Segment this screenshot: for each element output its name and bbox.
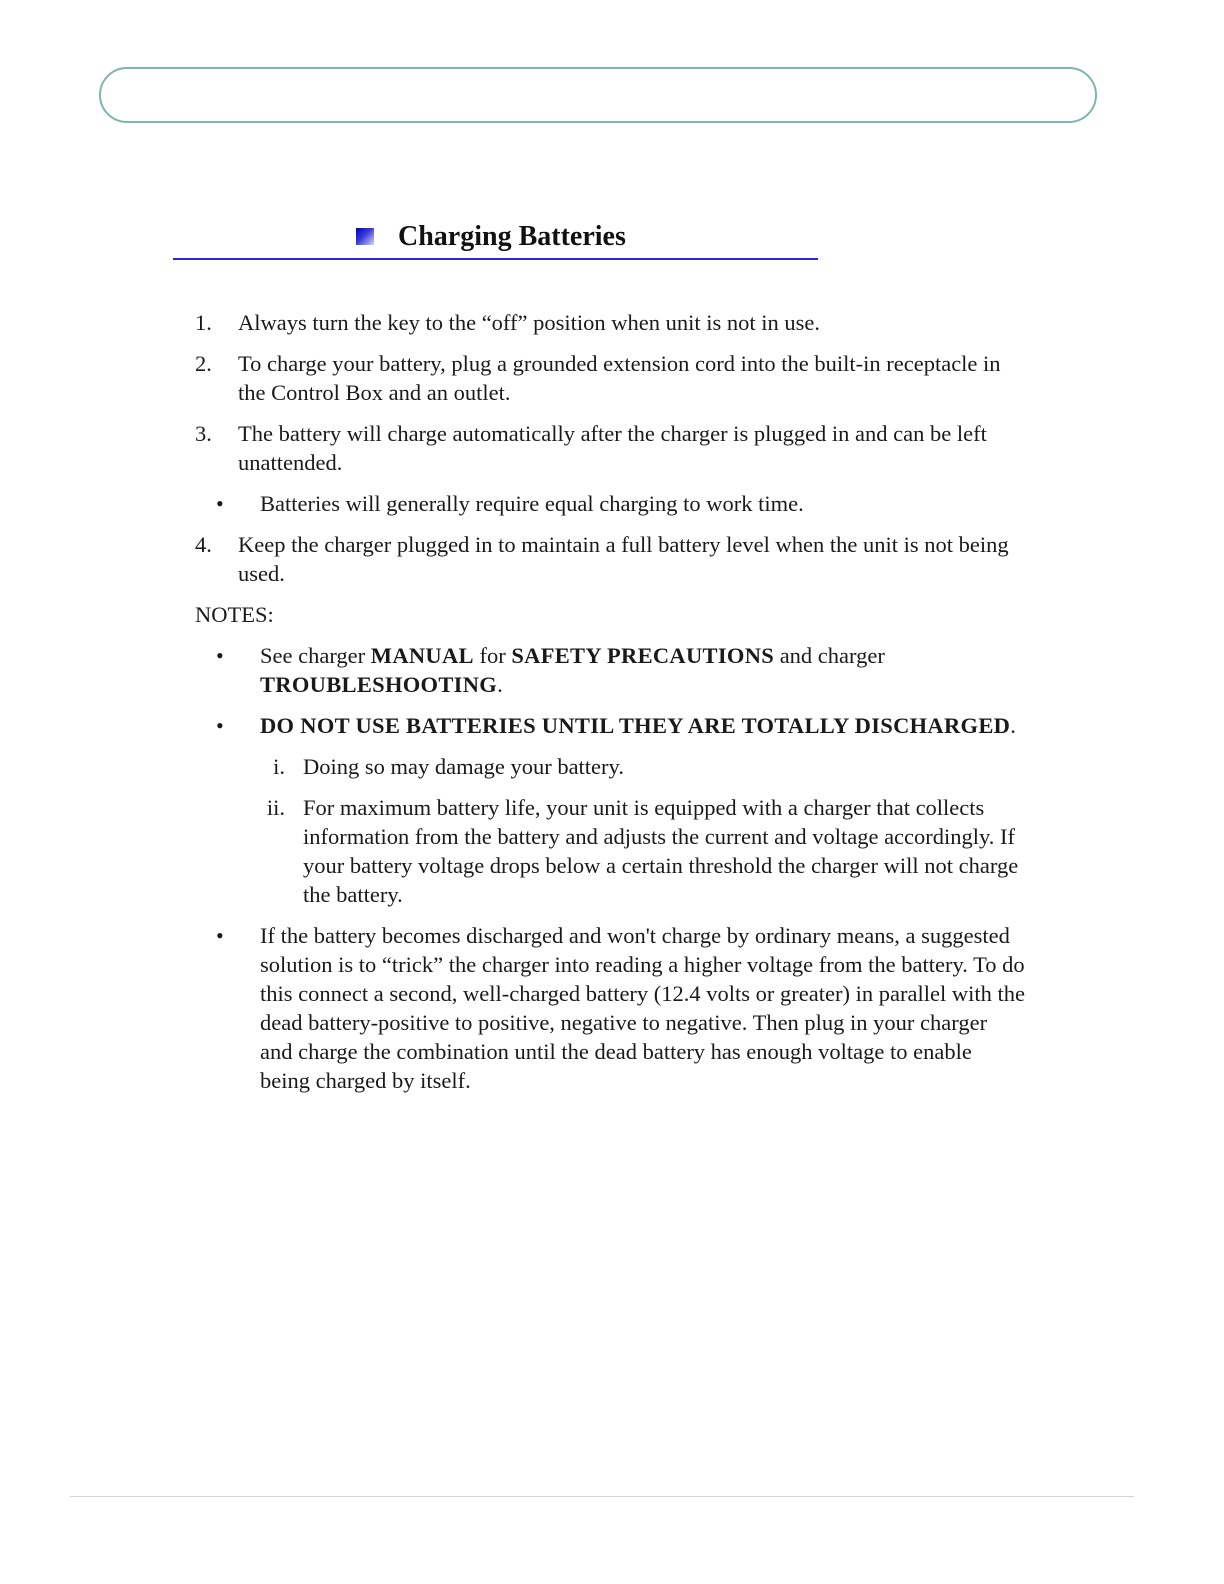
list-number: 1. bbox=[195, 310, 212, 335]
bullet-item bbox=[195, 921, 1025, 1095]
text-run: . bbox=[1010, 713, 1016, 738]
page-title: Charging Batteries bbox=[398, 221, 626, 252]
bold-text: SAFETY PRECAUTIONS bbox=[511, 643, 775, 668]
roman-number: i. bbox=[273, 754, 285, 779]
list-item bbox=[195, 530, 1025, 588]
list-item-text: Keep the charger plugged in to maintain a full battery level when the unit is not being used. bbox=[238, 532, 1009, 586]
roman-item-text: For maximum battery life, your unit is equipped with a charger that collects information from the battery and adjusts the current and voltage accordingly. If your battery voltage drops below a certain threshold the charger will not charge the battery. bbox=[303, 795, 1019, 907]
section-heading bbox=[173, 218, 818, 260]
notes-label: NOTES: bbox=[195, 602, 274, 627]
bullet-icon: • bbox=[216, 923, 224, 948]
bullet-item bbox=[195, 641, 1025, 699]
bold-text: DO NOT USE BATTERIES UNTIL THEY ARE TOTALLY DISCHARGED bbox=[260, 713, 1011, 738]
text-run: for bbox=[473, 643, 512, 668]
bullet-item bbox=[195, 489, 1025, 518]
list-number: 2. bbox=[195, 351, 212, 376]
list-item-text: The battery will charge automatically after the charger is plugged in and can be left unattended. bbox=[238, 421, 987, 475]
text-run: and charger bbox=[774, 643, 885, 668]
list-number: 4. bbox=[195, 532, 212, 557]
footer-divider bbox=[70, 1496, 1134, 1497]
bullet-icon: • bbox=[216, 643, 224, 668]
bold-text: TROUBLESHOOTING bbox=[260, 672, 498, 697]
roman-item bbox=[195, 752, 1025, 781]
list-item bbox=[195, 419, 1025, 477]
list-number: 3. bbox=[195, 421, 212, 446]
document-body bbox=[195, 308, 1025, 1095]
roman-item-text: Doing so may damage your battery. bbox=[303, 754, 624, 779]
list-item bbox=[195, 308, 1025, 337]
list-item-text: Always turn the key to the “off” position when unit is not in use. bbox=[238, 310, 821, 335]
square-bullet-icon bbox=[356, 228, 374, 245]
bullet-icon: • bbox=[216, 491, 224, 516]
note-text bbox=[260, 641, 1025, 699]
note-text: If the battery becomes discharged and won't charge by ordinary means, a suggested solution is to “trick” the charger into reading a higher voltage from the battery. To do this connect a second, well-charged battery (12.4 volts or greater) in parallel with the dead battery-positive to positive, negative to negative. Then plug in your charger and charge the combination until the dead battery has enough voltage to enable being charged by itself. bbox=[260, 923, 1025, 1093]
roman-item bbox=[195, 793, 1025, 909]
text-run: . bbox=[497, 672, 503, 697]
warning-text bbox=[260, 711, 1025, 740]
bullet-icon: • bbox=[216, 713, 224, 738]
bullet-item-text: Batteries will generally require equal charging to work time. bbox=[260, 491, 804, 516]
list-item bbox=[195, 349, 1025, 407]
text-run: See charger bbox=[260, 643, 371, 668]
list-item-text: To charge your battery, plug a grounded extension cord into the built-in receptacle in the Control Box and an outlet. bbox=[238, 351, 1001, 405]
roman-number: ii. bbox=[266, 795, 285, 820]
bold-text: MANUAL bbox=[370, 643, 474, 668]
header-frame bbox=[99, 67, 1097, 123]
bullet-item bbox=[195, 711, 1025, 740]
